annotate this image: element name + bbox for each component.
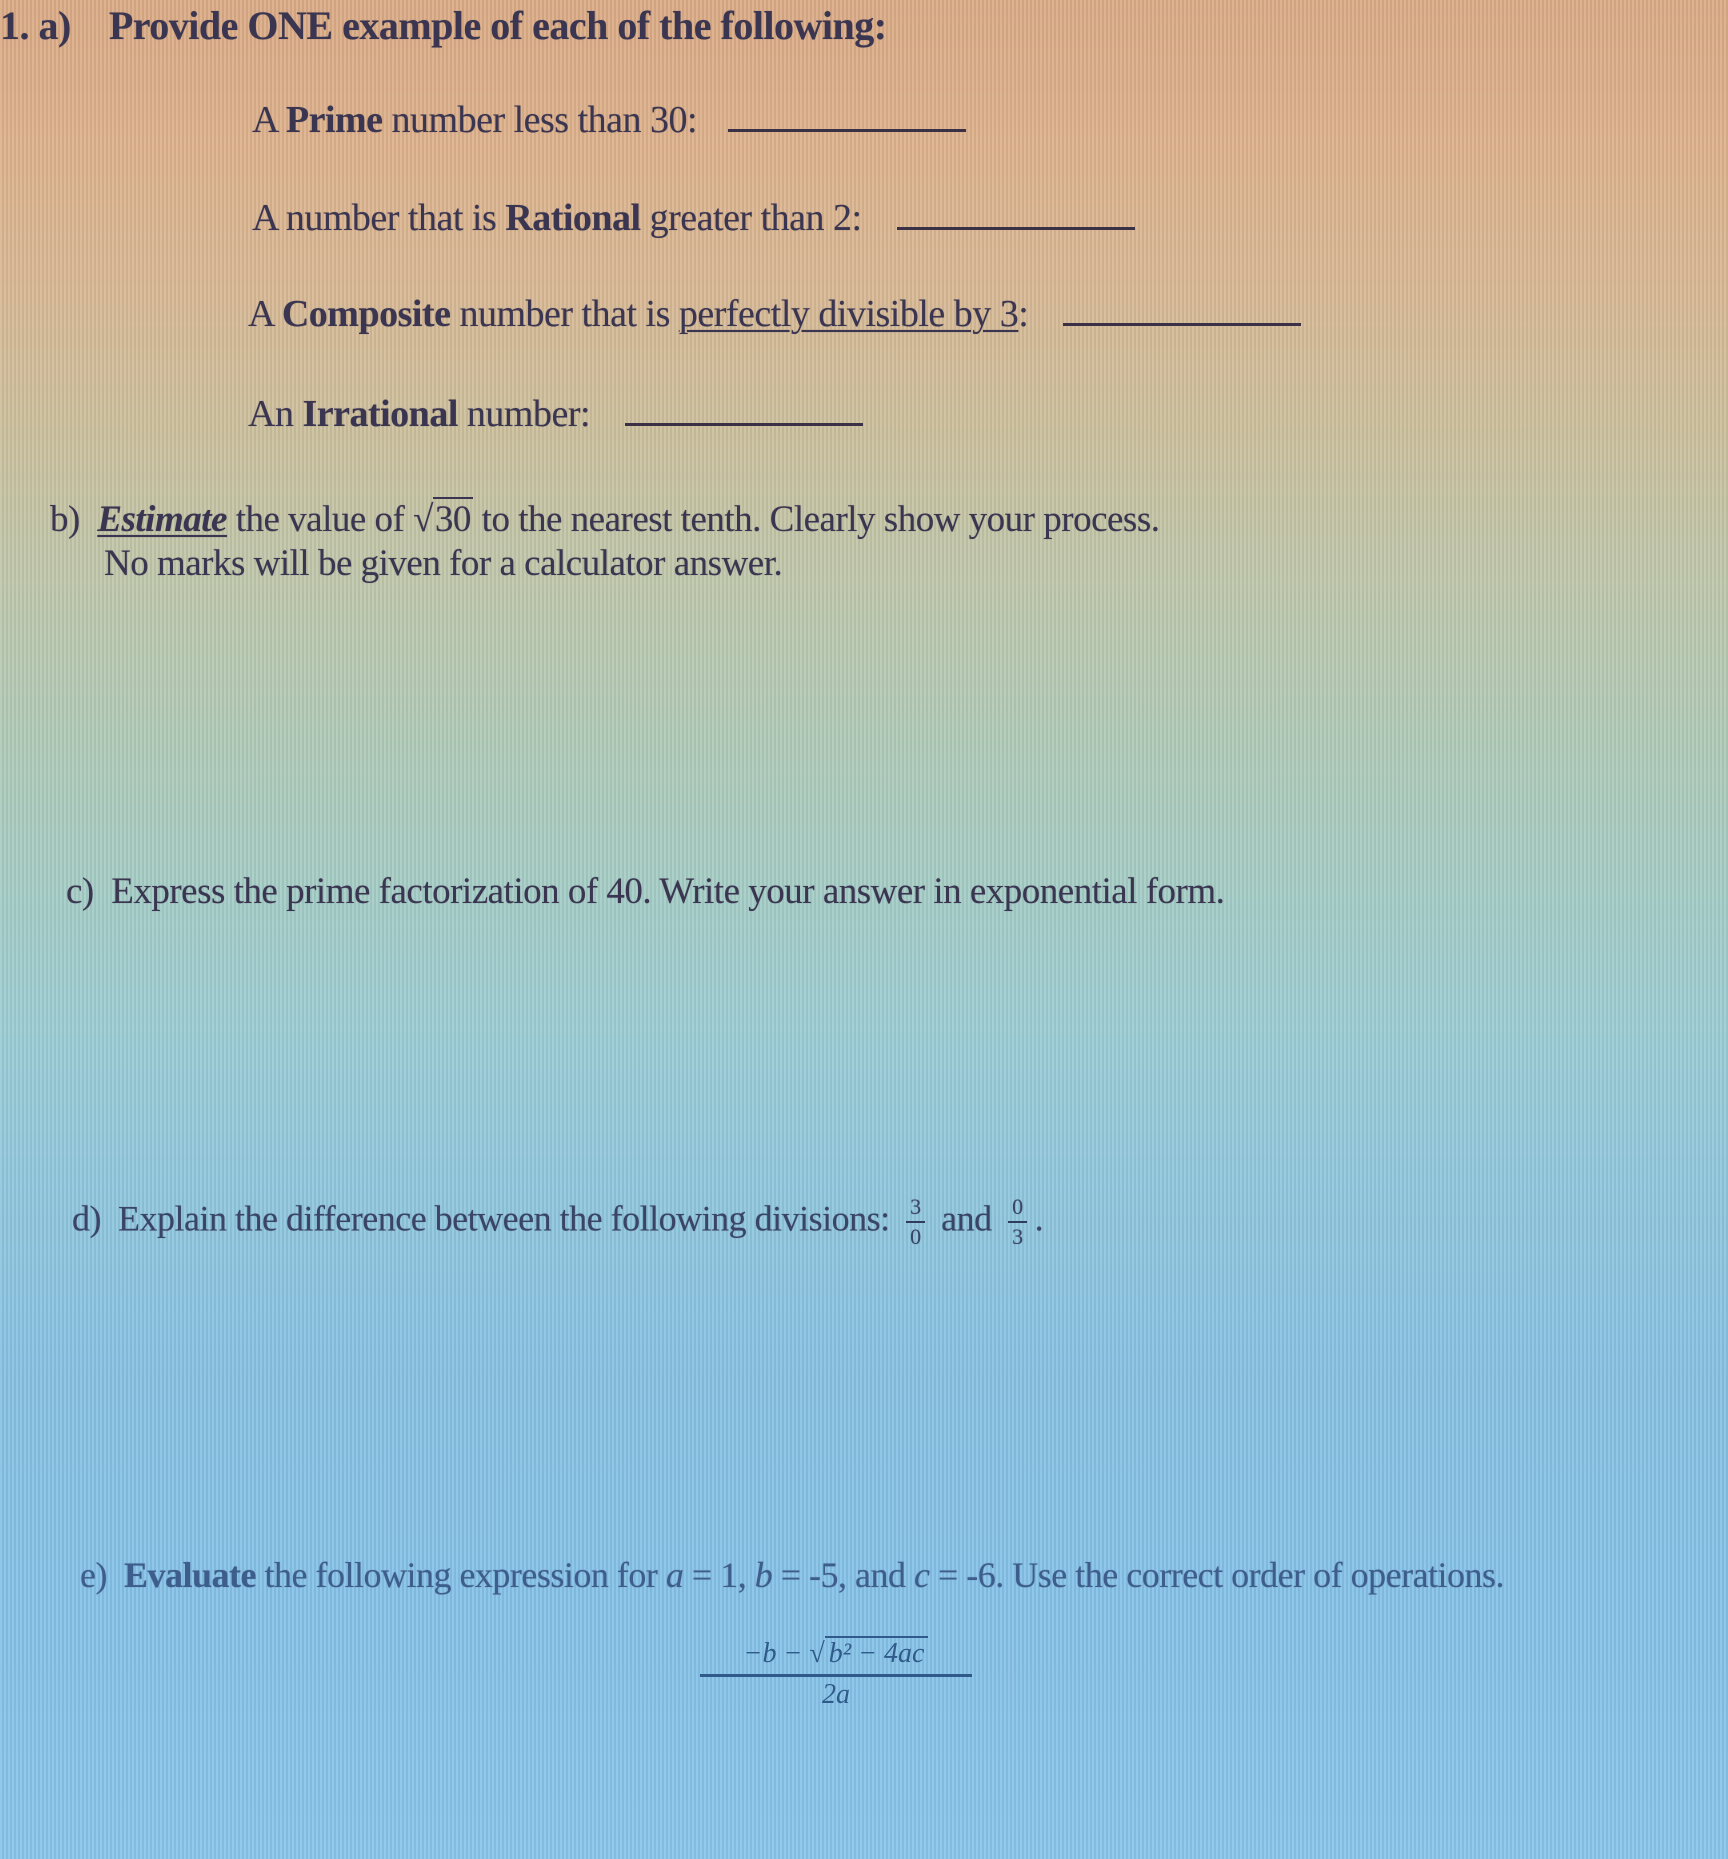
square-root-30: √30 [413, 499, 471, 540]
underlined-phrase: perfectly divisible by 3 [678, 293, 1019, 335]
answer-blank-irrational[interactable] [625, 422, 863, 426]
part-e-prompt: e) Evaluate the following expression for a = 1, b = -5, and c = -6. Use the correct order of operations. [80, 1555, 1505, 1595]
fraction-3-over-0: $\frac{3}{0}$ [906, 1196, 925, 1248]
part-d-prompt: d) Explain the difference between the following divisions: $\frac{3}{0}$ and $\frac{0}{3}$ . [72, 1194, 1044, 1249]
expression-denominator: 2a [822, 1679, 850, 1710]
part-d-answer-space[interactable] [100, 1270, 1500, 1520]
answer-blank-composite[interactable] [1063, 322, 1301, 326]
keyword-evaluate: Evaluate [123, 1555, 256, 1595]
part-e-label: e) [80, 1555, 107, 1595]
item-irrational: An Irrational number: [248, 392, 863, 436]
answer-blank-rational[interactable] [897, 226, 1135, 230]
part-a-prompt: 1. a) Provide ONE example of each of the following: [0, 3, 887, 48]
part-b-prompt: b) Estimate the value of √30 to the nearest tenth. Clearly show your process. [50, 499, 1160, 540]
radical-icon: √ [413, 499, 433, 540]
item-prime: A Prime number less than 30: [252, 98, 966, 142]
part-c-answer-space[interactable] [100, 930, 1500, 1170]
item-rational: A number that is Rational greater than 2: [252, 196, 1135, 240]
radical-icon: √ [809, 1638, 825, 1669]
question-number: 1. a) [0, 3, 71, 48]
part-b-answer-space[interactable] [100, 600, 1500, 840]
part-c-prompt: c) Express the prime factorization of 40. Write your answer in exponential form. [66, 871, 1225, 912]
part-b-note: No marks will be given for a calculator answer. [104, 543, 783, 584]
quadratic-expression [700, 1638, 972, 1711]
fraction-0-over-3: $\frac{0}{3}$ [1008, 1196, 1027, 1248]
part-b-label: b) [50, 499, 80, 540]
emphasis-one: ONE [247, 3, 333, 48]
answer-blank-prime[interactable] [728, 128, 966, 132]
part-c-label: c) [66, 871, 94, 912]
keyword-estimate: Estimate [97, 499, 227, 540]
expression-numerator: −b − √ b² − 4ac [700, 1638, 972, 1677]
item-composite: A Composite number that is perfectly divisible by 3: [248, 292, 1301, 336]
part-d-label: d) [72, 1198, 101, 1239]
